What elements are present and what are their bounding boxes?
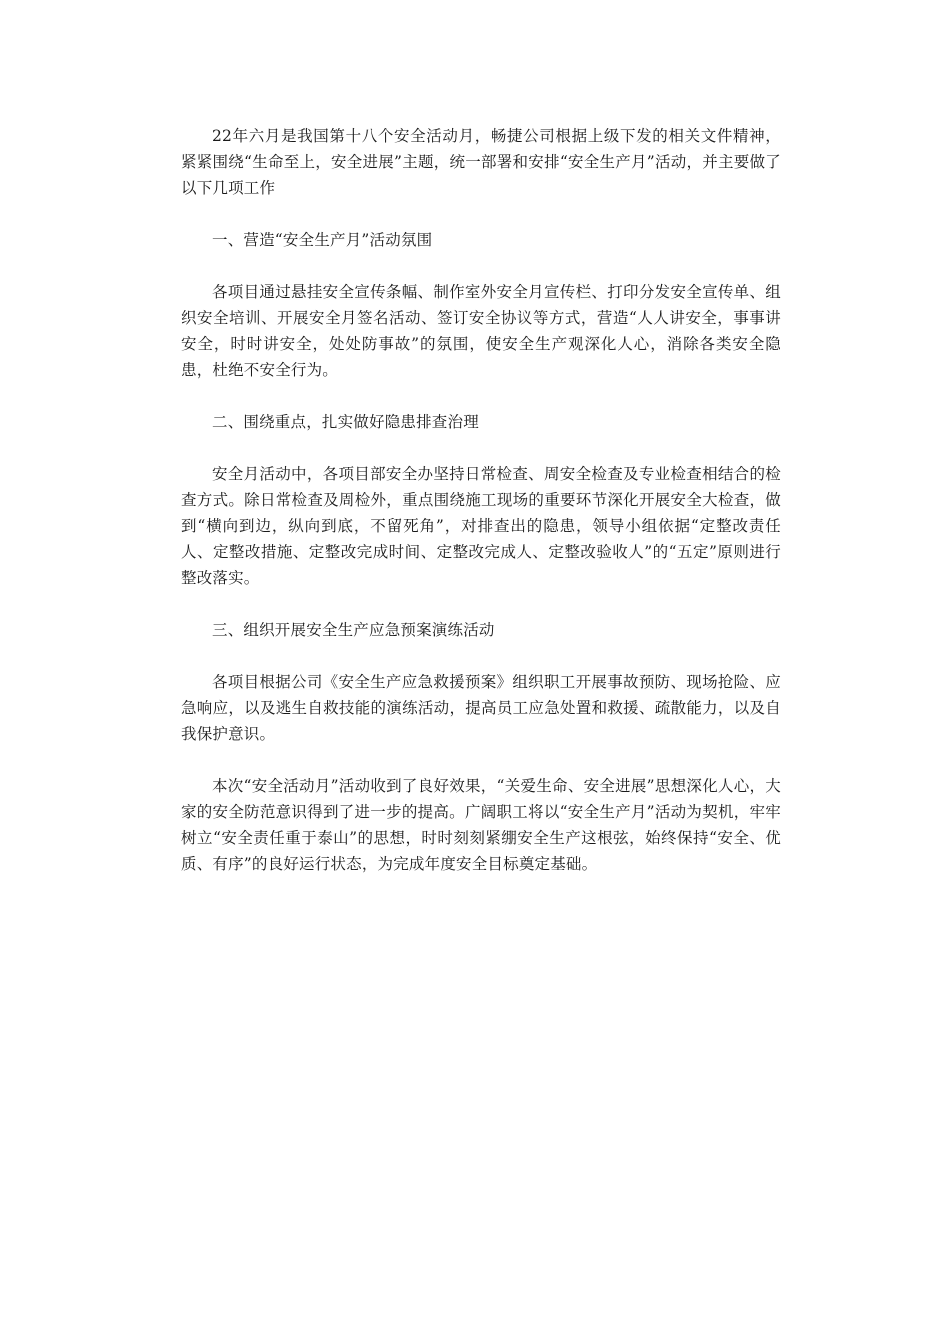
section-heading-2: 二、围绕重点，扎实做好隐患排查治理	[212, 413, 479, 431]
section-2-paragraph: 安全月活动中，各项目部安全办坚持日常检查、周安全检查及专业检查相结合的检查方式。除日常检查及周检外，重点围绕施工现场的重要环节深化开展安全大检查，做到“横向到边，纵向到底，不留死角”，对排查出的隐患，领导小组依据“定整改责任人、定整改措施、定整改完成时间、定整改完成人、定整改验收人”的“五定”原则进行整改落实。	[181, 465, 781, 587]
conclusion-paragraph: 本次“安全活动月”活动收到了良好效果，“关爱生命、安全进展”思想深化人心，大家的安全防范意识得到了进一步的提高。广阔职工将以“安全生产月”活动为契机，牢牢树立“安全责任重于泰山”的思想，时时刻刻紧绷安全生产这根弦，始终保持“安全、优质、有序”的良好运行状态，为完成年度安全目标奠定基础。	[181, 777, 781, 873]
section-1-paragraph: 各项目通过悬挂安全宣传条幅、制作室外安全月宣传栏、打印分发安全宣传单、组织安全培训、开展安全月签名活动、签订安全协议等方式，营造“人人讲安全，事事讲安全，时时讲安全，处处防事故”的氛围，使安全生产观深化人心，消除各类安全隐患，杜绝不安全行为。	[181, 283, 781, 379]
intro-paragraph: 22年六月是我国第十八个安全活动月，畅捷公司根据上级下发的相关文件精神，紧紧围绕“生命至上，安全进展”主题，统一部署和安排“安全生产月”活动，并主要做了以下几项工作	[181, 127, 781, 197]
section-heading-1: 一、营造“安全生产月”活动氛围	[212, 231, 433, 249]
section-heading-3: 三、组织开展安全生产应急预案演练活动	[212, 621, 495, 639]
document-body	[181, 123, 781, 903]
section-3-paragraph: 各项目根据公司《安全生产应急救援预案》组织职工开展事故预防、现场抢险、应急响应，以及逃生自救技能的演练活动，提高员工应急处置和救援、疏散能力，以及自我保护意识。	[181, 673, 781, 743]
